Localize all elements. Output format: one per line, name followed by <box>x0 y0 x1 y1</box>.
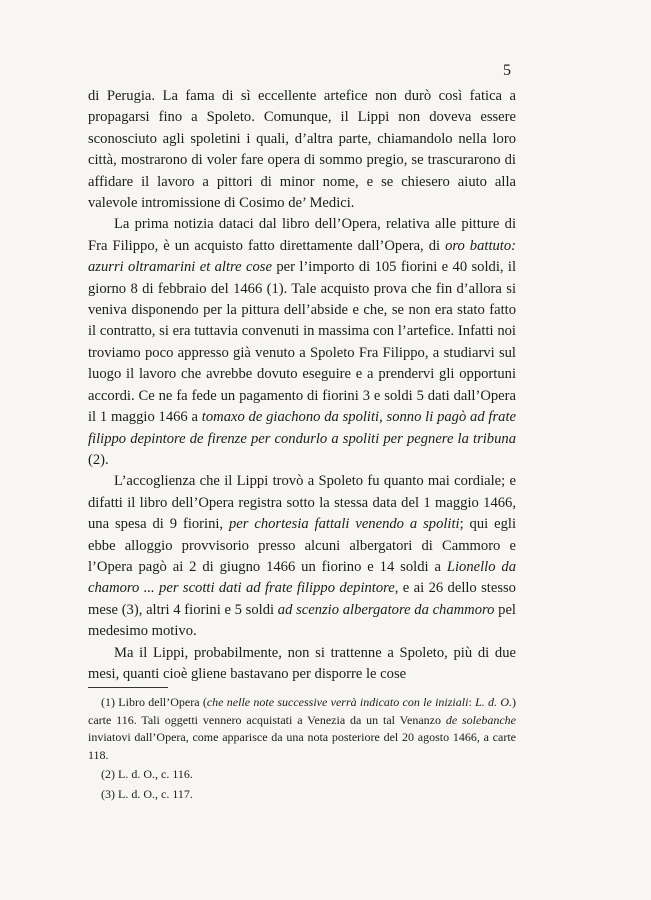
footnote-separator <box>88 687 168 688</box>
text-run: (1) Libro dell’Opera ( <box>101 695 207 709</box>
text-run: di Perugia. La fama di sì eccellente artefice non durò così fatica a propagarsi fino a Spoleto. Comunque, il Lippi non doveva essere sconosciuto agli spoletini i quali, d’altra parte, chiamandolo nella loro città, mostrarono di voler fare opera di sommo pregio, se trascurarono di affidare il lavoro a pittori di minor nome, e se chiesero aiuto alla valevole intromissione di Cosimo de’ Medici. <box>88 88 516 212</box>
body-text <box>88 86 516 685</box>
text-run: pel medesimo motivo. <box>88 601 516 640</box>
text-run: (3) L. d. O., c. 117. <box>101 786 193 801</box>
text-run: inviatovi dall’Opera, come apparisce da una nota posteriore del 20 agosto 1466, a carte 118. <box>88 730 516 762</box>
paragraph <box>88 643 516 686</box>
footnotes <box>88 694 516 805</box>
text-run: (2) L. d. O., c. 116. <box>101 767 193 781</box>
italic-quote: L. d. O. <box>475 695 513 709</box>
text-run: per l’importo di 105 fiorini e 40 soldi, il giorno 8 di febbraio del 1466 (1). Tale acquisto prova che fin d’allora si veniva disponendo per la pittura dell’abside e che, se non era stato fatto il contratto, si era tuttavia convenuti in massima con l’artefice. Infatti noi troviamo poco appresso già venuto a Spoleto Fra Filippo, a studiarvi sul luogo il lavoro che avrebbe dovuto eseguire e a prendervi gli opportuni accordi. Ce ne fa fede un pagamento di fiorini 3 e soldi 5 dati dall’Opera il 1 maggio 1466 a <box>88 259 516 426</box>
italic-quote: oro battuto: azurri oltramarini et altre cose <box>88 237 517 276</box>
text-run: Ma il Lippi, probabilmente, non si trattenne a Spoleto, più di due mesi, quanti cioè gliene bastavano per disporre le cose <box>88 644 516 682</box>
italic-quote: per chortesia fattali venendo a spoliti <box>229 516 460 533</box>
text-run: ; qui egli ebbe alloggio provvisorio presso alcuni albergatori di Cammoro e l’Opera pagò ai 2 di giugno 1466 un fiorino e 14 soldi a <box>88 516 516 575</box>
paragraph <box>88 86 516 214</box>
text-run: (2). <box>88 451 109 468</box>
italic-quote: che nelle note successive verrà indicato con le iniziali <box>206 695 469 709</box>
text-run: ) carte 116. Tali oggetti vennero acquistati a Venezia da un tal Venanzo <box>88 695 517 727</box>
footnote <box>88 766 516 784</box>
page-number: 5 <box>503 62 511 79</box>
footnote <box>88 694 516 764</box>
text-run: L’accoglienza che il Lippi trovò a Spoleto fu quanto mai cordiale; e difatti il libro dell’Opera registra sotto la stessa data del 1 maggio 1466, una spesa di 9 fiorini, <box>88 473 516 533</box>
italic-quote: tomaxo de giachono da spoliti, sonno li pagò ad frate filippo depintore de firenze per condurlo a spoliti per pegnere la tribuna <box>88 409 516 447</box>
italic-quote: ad scenzio albergatore da chammoro <box>277 601 495 618</box>
italic-quote: de solebanche <box>445 712 516 727</box>
italic-quote: Lionello da chamoro ... per scotti dati ad frate filippo depintore, <box>88 558 517 597</box>
paragraph <box>88 471 516 642</box>
text-run: : <box>468 695 476 709</box>
text-run: La prima notizia dataci dal libro dell’Opera, relativa alle pitture di Fra Filippo, è un acquisto fatto direttamente dall’Opera, di <box>88 216 516 254</box>
paragraph <box>88 214 516 471</box>
text-run: e ai 26 dello stesso mese (3), altri 4 fiorini e 5 soldi <box>88 580 516 618</box>
footnote <box>88 786 516 804</box>
